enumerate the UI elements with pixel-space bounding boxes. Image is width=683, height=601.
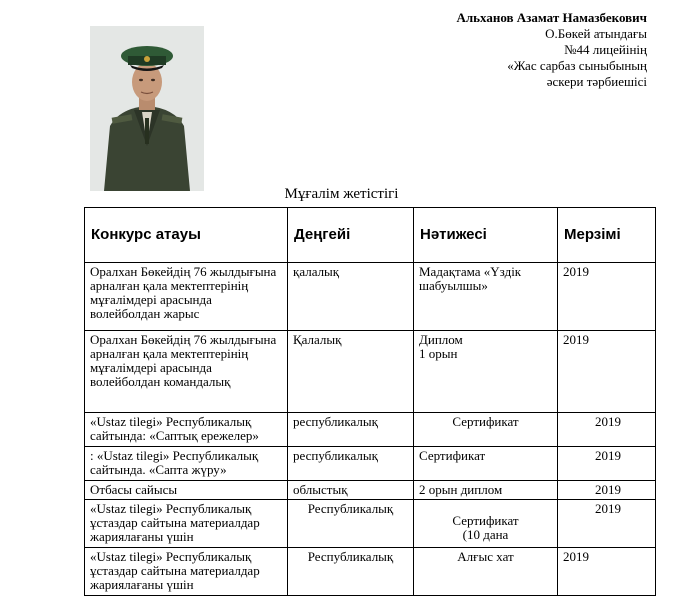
cell-contest: Отбасы сайысы (85, 481, 288, 500)
table-row (85, 500, 656, 548)
cell-level: республикалық (288, 413, 414, 447)
cell-level: Қалалық (288, 331, 414, 413)
cell-contest: «Ustaz tilegi» Республикалық ұстаздар сайтына материалдар жариялағаны үшін (85, 500, 288, 548)
cell-date: 2019 (558, 481, 656, 500)
table-row (85, 263, 656, 331)
author-line-1: О.Бөкей атындағы (545, 26, 647, 41)
cell-result: Сертификат (414, 413, 558, 447)
cell-contest: «Ustaz tilegi» Республикалық ұстаздар сайтына материалдар жариялағаны үшін (85, 548, 288, 596)
cell-level: Республикалық (288, 548, 414, 596)
header-date: Мерзімі (558, 208, 656, 263)
cell-result: Алғыс хат (414, 548, 558, 596)
cell-contest: Оралхан Бөкейдің 76 жылдығына арналған қала мектептерінің мұғалімдері арасында волейболдан жарыс (85, 263, 288, 331)
author-line-4: әскери тәрбиешісі (546, 74, 647, 89)
table-row (85, 331, 656, 413)
cell-date: 2019 (558, 548, 656, 596)
cell-result: Сертификат (414, 447, 558, 481)
cell-result: Мадақтама «Үздік шабуылшы» (414, 263, 558, 331)
header-contest-name: Конкурс атауы (85, 208, 288, 263)
achievements-table (84, 207, 656, 596)
author-line-3: «Жас сарбаз сыныбының (507, 58, 647, 73)
cell-level: облыстық (288, 481, 414, 500)
teacher-photo (90, 26, 204, 191)
cell-result: Диплом 1 орын (414, 331, 558, 413)
author-line-2: №44 лицейінің (564, 42, 647, 57)
table-row (85, 413, 656, 447)
cell-level: Республикалық (288, 500, 414, 548)
cell-date: 2019 (558, 331, 656, 413)
table-header-row (85, 208, 656, 263)
cell-date: 2019 (558, 447, 656, 481)
cell-contest: Оралхан Бөкейдің 76 жылдығына арналған қала мектептерінің мұғалімдері арасында волейболдан командалық (85, 331, 288, 413)
author-block (456, 10, 647, 90)
cell-result: 2 орын диплом (414, 481, 558, 500)
table-row (85, 481, 656, 500)
cell-level: қалалық (288, 263, 414, 331)
cell-date: 2019 (558, 500, 656, 548)
cell-level: республикалық (288, 447, 414, 481)
cell-date: 2019 (558, 413, 656, 447)
cell-date: 2019 (558, 263, 656, 331)
table-row (85, 447, 656, 481)
header-level: Деңгейі (288, 208, 414, 263)
cell-contest: «Ustaz tilegi» Республикалық сайтында: «Саптық ережелер» (85, 413, 288, 447)
table-caption: Мұғалім жетістігі (284, 186, 399, 202)
author-name: Альханов Азамат Намазбекович (456, 10, 647, 25)
cell-result: Сертификат (10 дана (414, 500, 558, 548)
header-result: Нәтижесі (414, 208, 558, 263)
cell-contest: : «Ustaz tilegi» Республикалық сайтында. «Сапта жүру» (85, 447, 288, 481)
table-row (85, 548, 656, 596)
